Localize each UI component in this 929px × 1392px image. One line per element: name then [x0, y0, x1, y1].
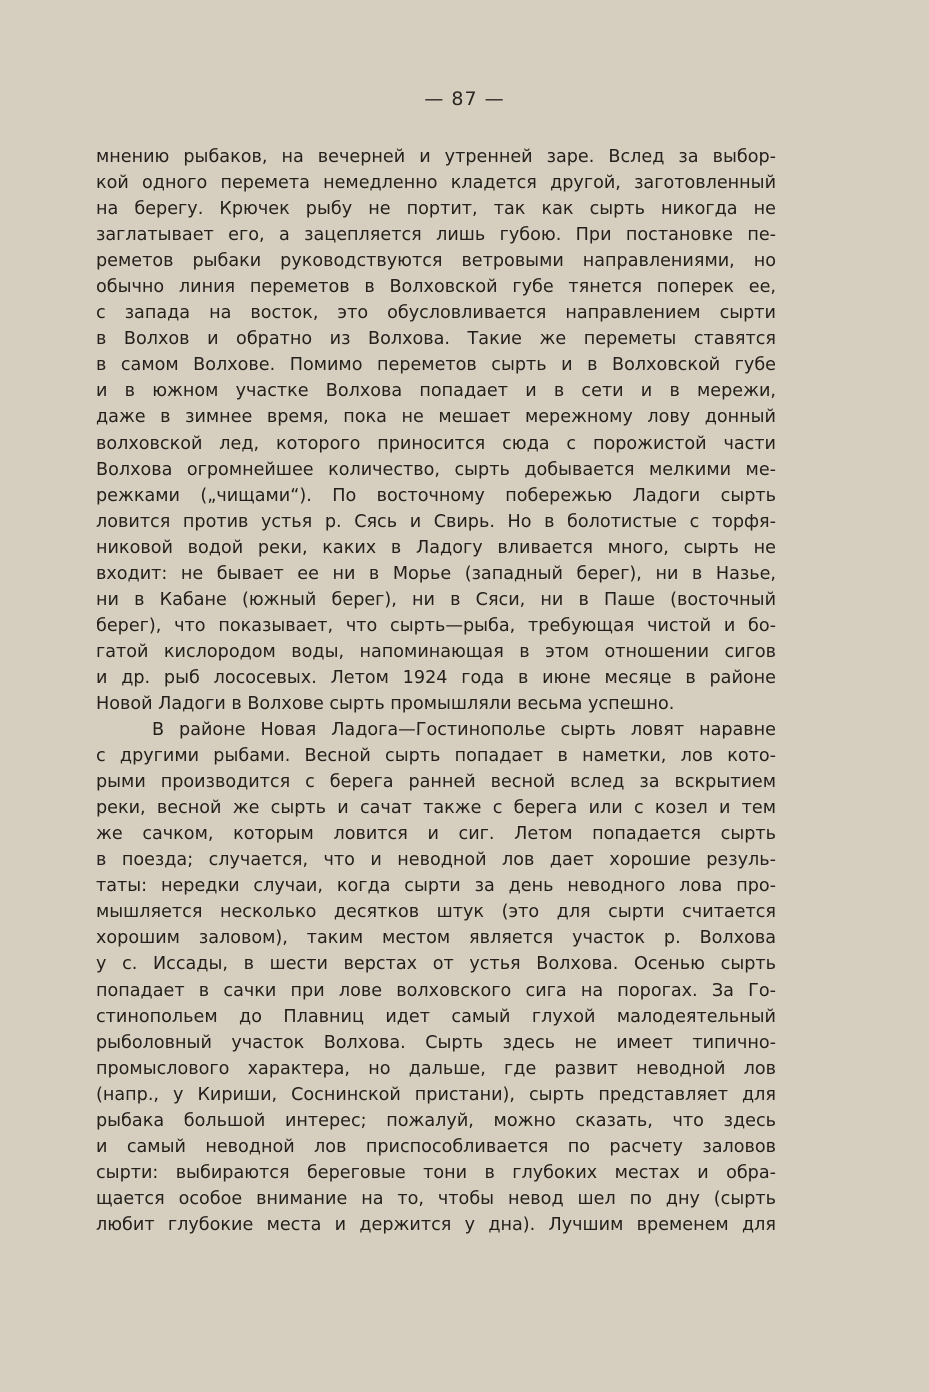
page-number: — 87 — [424, 88, 505, 110]
text-line: таты: нередки случаи, когда сырти за день неводного лова про- [96, 876, 776, 897]
text-line: сырти: выбираются береговые тони в глубоких местах и обра- [96, 1162, 776, 1183]
text-line: Волхова огромнейшее количество, сырть добывается мелкими ме- [96, 459, 776, 480]
text-line: промыслового характера, но дальше, где развит неводной лов [96, 1058, 776, 1079]
text-line: входит: не бывает ее ни в Морье (западный берег), ни в Назье, [96, 563, 776, 584]
text-line: же сачком, которым ловится и сиг. Летом попадается сырть [96, 824, 776, 845]
text-line: на берегу. Крючек рыбу не портит, так как сырть никогда не [96, 199, 776, 220]
text-line: любит глубокие места и держится у дна). Лучшим временем для [96, 1214, 776, 1235]
text-line: кой одного перемета немедленно кладется другой, заготовленный [96, 173, 776, 194]
text-line: Новой Ладоги в Волхове сырть промышляли весьма успешно. [96, 693, 675, 714]
text-line: и в южном участке Волхова попадает и в сети и в мережи, [96, 381, 776, 402]
text-line: реметов рыбаки руководствуются ветровыми направлениями, но [96, 251, 776, 272]
text-line: с другими рыбами. Весной сырть попадает в наметки, лов кото- [96, 746, 776, 767]
text-line: (напр., у Кириши, Соснинской пристани), сырть представляет для [96, 1084, 776, 1105]
text-line: хорошим заловом), таким местом является участок р. Волхова [96, 928, 776, 949]
text-line: реки, весной же сырть и сачат также с берега или с козел и тем [96, 798, 776, 819]
text-line: ловится против устья р. Сясь и Свирь. Но в болотистые с торфя- [96, 511, 776, 532]
text-line: режками („чищами“). По восточному побережью Ладоги сырть [96, 485, 776, 506]
body-text [96, 144, 776, 1238]
text-line: ни в Кабане (южный берег), ни в Сяси, ни в Паше (восточный [96, 589, 776, 610]
text-line: гатой кислородом воды, напоминающая в этом отношении сигов [96, 641, 776, 662]
text-line: берег), что показывает, что сырть—рыба, требующая чистой и бо- [96, 615, 776, 636]
text-line: попадает в сачки при лове волховского сига на порогах. За Го- [96, 980, 776, 1001]
text-line: в поезда; случается, что и неводной лов дает хорошие резуль- [96, 850, 776, 871]
text-line: даже в зимнее время, пока не мешает мережному лову донный [96, 407, 776, 428]
text-line: обычно линия переметов в Волховской губе тянется поперек ее, [96, 277, 776, 298]
text-line: в Волхов и обратно из Волхова. Такие же переметы ставятся [96, 329, 776, 350]
text-line: В районе Новая Ладога—Гостинополье сырть ловят наравне [152, 720, 776, 741]
text-line: в самом Волхове. Помимо переметов сырть и в Волховской губе [96, 355, 776, 376]
text-line: у с. Иссады, в шести верстах от устья Волхова. Осенью сырть [96, 954, 776, 975]
text-line: рыми производится с берега ранней весной вслед за вскрытием [96, 772, 776, 793]
text-line: волховской лед, которого приносится сюда с порожистой части [96, 433, 776, 454]
text-line: мнению рыбаков, на вечерней и утренней заре. Вслед за выбор- [96, 147, 776, 167]
text-line: и самый неводной лов приспособливается по расчету заловов [96, 1136, 776, 1157]
text-line: стинопольем до Плавниц идет самый глухой малодеятельный [96, 1006, 776, 1027]
text-line: заглатывает его, а зацепляется лишь губою. При постановке пе- [96, 225, 776, 246]
text-line: мышляется несколько десятков штук (это для сырти считается [96, 902, 776, 923]
text-line: и др. рыб лососевых. Летом 1924 года в июне месяце в районе [96, 667, 776, 688]
text-line: щается особое внимание на то, чтобы невод шел по дну (сырть [96, 1188, 776, 1209]
text-line: никовой водой реки, каких в Ладогу вливается много, сырть не [96, 537, 776, 558]
text-line: рыбака большой интерес; пожалуй, можно сказать, что здесь [96, 1110, 776, 1131]
text-line: рыболовный участок Волхова. Сырть здесь не имеет типично- [96, 1032, 776, 1053]
text-line: с запада на восток, это обусловливается направлением сырти [96, 303, 776, 324]
